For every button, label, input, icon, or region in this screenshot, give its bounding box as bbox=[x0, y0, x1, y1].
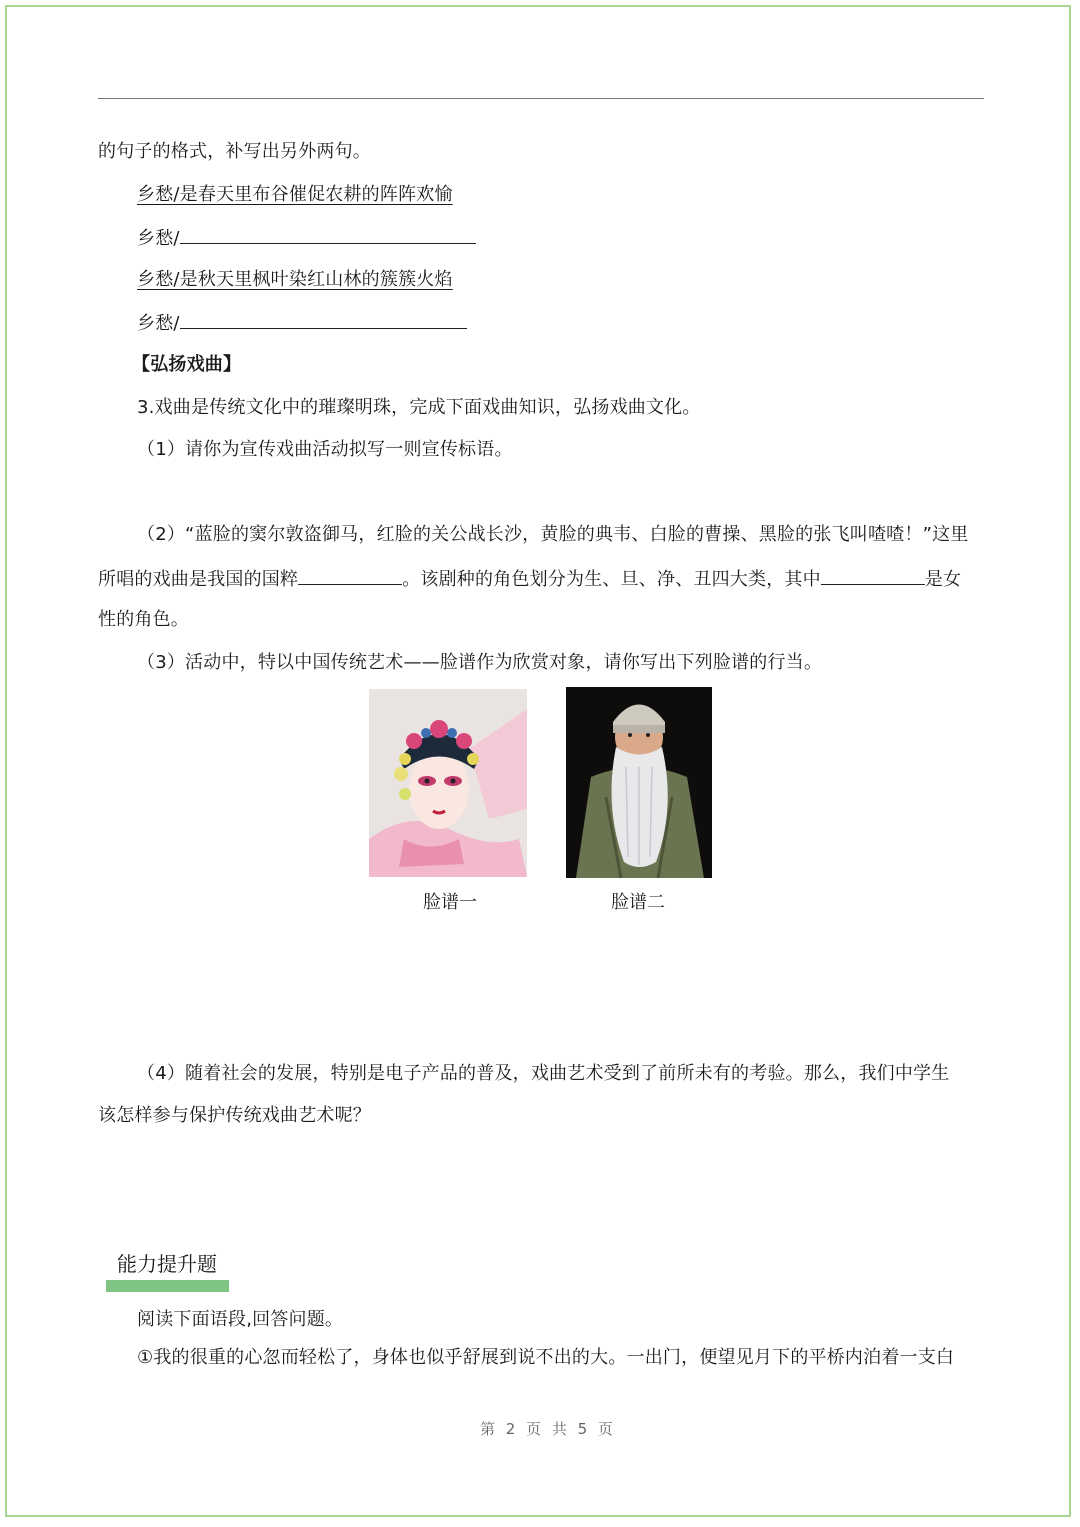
fill-prefix: 乡愁/ bbox=[137, 313, 180, 334]
section-underline-bar bbox=[106, 1280, 229, 1292]
fill-prefix: 乡愁/ bbox=[137, 228, 180, 249]
example-sentence-1: 乡愁/是春天里布谷催促农耕的阵阵欢愉 bbox=[137, 184, 453, 205]
answer-blank[interactable] bbox=[821, 566, 925, 585]
example-sentence-2: 乡愁/是秋天里枫叶染红山林的簇簇火焰 bbox=[137, 269, 453, 290]
answer-blank[interactable] bbox=[180, 310, 467, 329]
opera-photo-1 bbox=[369, 689, 527, 877]
question-3-4-line2: 该怎样参与保护传统戏曲艺术呢？ bbox=[98, 1105, 371, 1126]
header-rule bbox=[98, 98, 984, 99]
reading-instruction: 阅读下面语段,回答问题。 bbox=[137, 1309, 344, 1330]
page-number: 第 2 页 共 5 页 bbox=[480, 1420, 616, 1438]
fill-line-2 bbox=[137, 310, 467, 336]
opera-dan-image bbox=[369, 689, 527, 877]
section-heading-opera: 【弘扬戏曲】 bbox=[132, 354, 242, 375]
question-3-2-line3: 性的角色。 bbox=[98, 609, 189, 630]
reading-paragraph-1: ①我的很重的心忽而轻松了，身体也似乎舒展到说不出的大。一出门，便望见月下的平桥内泊着一支白 bbox=[137, 1347, 955, 1368]
text-line: 的句子的格式，补写出另外两句。 bbox=[98, 141, 371, 162]
answer-blank[interactable] bbox=[180, 225, 476, 244]
fill-line-1 bbox=[137, 225, 476, 251]
text-segment: 所唱的戏曲是我国的国粹 bbox=[98, 569, 299, 590]
answer-blank[interactable] bbox=[298, 566, 402, 585]
opera-laosheng-image bbox=[566, 687, 712, 878]
question-3-1: （1）请你为宣传戏曲活动拟写一则宣传标语。 bbox=[137, 439, 513, 460]
figure-caption-1: 脸谱一 bbox=[423, 892, 477, 913]
question-3-2-line1: （2）“蓝脸的窦尔敦盗御马，红脸的关公战长沙，黄脸的典韦、白脸的曹操、黑脸的张飞叫喳喳！”这里 bbox=[137, 524, 969, 545]
question-3-4-line1: （4）随着社会的发展，特别是电子产品的普及，戏曲艺术受到了前所未有的考验。那么，我们中学生 bbox=[137, 1063, 950, 1084]
question-3-2-line2 bbox=[98, 566, 961, 592]
question-3-3: （3）活动中，特以中国传统艺术——脸谱作为欣赏对象，请你写出下列脸谱的行当。 bbox=[137, 652, 823, 673]
text-segment: 是女 bbox=[924, 569, 962, 590]
section-title-ability: 能力提升题 bbox=[117, 1252, 217, 1276]
text-segment: 。该剧种的角色划分为生、旦、净、丑四大类，其中 bbox=[402, 569, 821, 590]
opera-photo-2 bbox=[566, 687, 712, 878]
question-3: 3.戏曲是传统文化中的璀璨明珠，完成下面戏曲知识，弘扬戏曲文化。 bbox=[137, 397, 701, 418]
figure-caption-2: 脸谱二 bbox=[611, 892, 665, 913]
